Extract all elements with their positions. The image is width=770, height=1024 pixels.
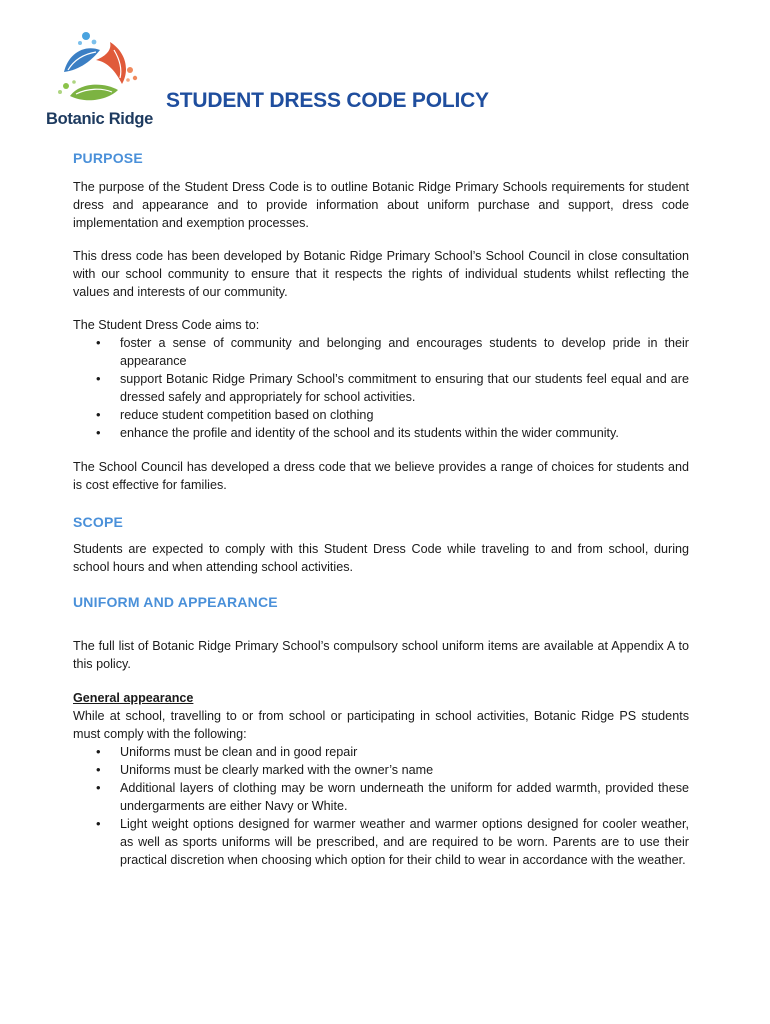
school-logo xyxy=(42,30,162,130)
scope-paragraph: Students are expected to comply with this Student Dress Code while traveling to and from school, during school hours and when attending school activities. xyxy=(73,542,689,574)
list-item: • foster a sense of community and belonging and encourages students to develop pride in their appearance xyxy=(73,334,689,370)
list-item: • reduce student competition based on clothing xyxy=(73,406,689,424)
uniform-heading: UNIFORM AND APPEARANCE xyxy=(73,594,278,610)
list-item: • Uniforms must be clean and in good repair xyxy=(73,743,689,761)
general-appearance-subheading: General appearance xyxy=(73,691,194,705)
purpose-paragraph-1: The purpose of the Student Dress Code is to outline Botanic Ridge Primary Schools requirements for student dress and appearance and to provide information about uniform purchase and support, dress code implementation and exemption processes. xyxy=(73,180,689,230)
document-body xyxy=(73,150,689,869)
list-item: • enhance the profile and identity of the school and its students within the wider community. xyxy=(73,424,689,442)
uniform-paragraph-2: While at school, travelling to or from school or participating in school activities, Botanic Ridge PS students must comply with the following: xyxy=(73,709,689,741)
aims-intro: The Student Dress Code aims to: xyxy=(73,318,260,332)
scope-heading: SCOPE xyxy=(73,514,124,530)
purpose-heading: PURPOSE xyxy=(73,150,143,166)
list-item: • Light weight options designed for warmer weather and warmer options designed for cooler weather, as well as sports uniforms will be prescribed, and are required to be worn. Parents are to use their practical discretion when choosing which option for their child to wear in accordance with the weather. xyxy=(73,815,689,869)
list-item: • Additional layers of clothing may be worn underneath the uniform for added warmth, provided these undergarments are either Navy or White. xyxy=(73,779,689,815)
page-title: STUDENT DRESS CODE POLICY xyxy=(166,89,489,112)
uniform-paragraph-1: The full list of Botanic Ridge Primary School’s compulsory school uniform items are available at Appendix A to this policy. xyxy=(73,639,689,671)
list-item: • support Botanic Ridge Primary School’s commitment to ensuring that our students feel equal and are dressed safely and appropriately for school activities. xyxy=(73,370,689,406)
botanic-ridge-emblem-icon xyxy=(56,30,148,110)
purpose-paragraph-2: This dress code has been developed by Botanic Ridge Primary School’s School Council in close consultation with our school community to ensure that it respects the rights of individual students whilst reflecting the values and interests of our community. xyxy=(73,249,689,299)
rules-list xyxy=(73,743,689,869)
purpose-paragraph-3: The School Council has developed a dress code that we believe provides a range of choices for students and is cost effective for families. xyxy=(73,460,689,492)
logo-wordmark: Botanic Ridge xyxy=(46,110,154,128)
list-item: • Uniforms must be clearly marked with the owner’s name xyxy=(73,761,689,779)
aims-list xyxy=(73,334,689,442)
